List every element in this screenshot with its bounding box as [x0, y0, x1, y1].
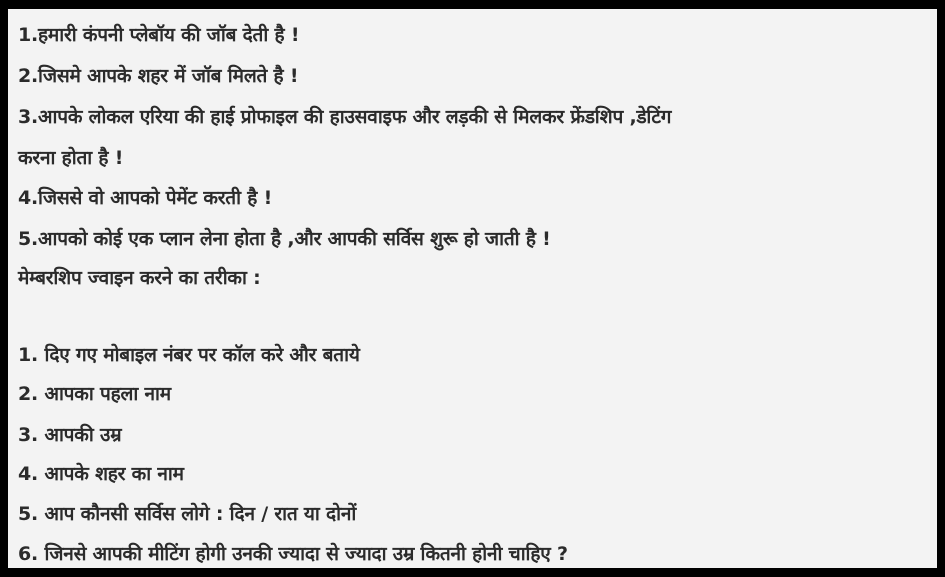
document-frame	[8, 9, 937, 568]
text-line-6: 5.आपको कोई एक प्लान लेना होता है ,और आपकी सर्विस शुरू हो जाती है !	[18, 228, 551, 250]
step-2: 2. आपका पहला नाम	[18, 383, 171, 405]
step-4: 4. आपके शहर का नाम	[18, 463, 184, 485]
step-3: 3. आपकी उम्र	[18, 424, 122, 446]
text-line-2: 2.जिसमे आपके शहर में जॉब मिलते है !	[18, 65, 299, 87]
step-5: 5. आप कौनसी सर्विस लोगे : दिन / रात या दोनों	[18, 503, 357, 525]
text-line-3: 3.आपके लोकल एरिया की हाई प्रोफाइल की हाउसवाइफ और लड़की से मिलकर फ्रेंडशिप ,डेटिंग	[18, 106, 672, 128]
section-heading: मेम्बरशिप ज्वाइन करने का तरीका :	[18, 267, 261, 289]
text-line-5: 4.जिससे वो आपको पेमेंट करती है !	[18, 187, 273, 209]
step-1: 1. दिए गए मोबाइल नंबर पर कॉल करे और बताये	[18, 344, 360, 366]
text-line-4: करना होता है !	[18, 147, 124, 169]
text-line-1: 1.हमारी कंपनी प्लेबॉय की जॉब देती है !	[18, 24, 300, 46]
step-6: 6. जिनसे आपकी मीटिंग होगी उनकी ज्यादा से ज्यादा उम्र कितनी होनी चाहिए ?	[18, 543, 568, 565]
